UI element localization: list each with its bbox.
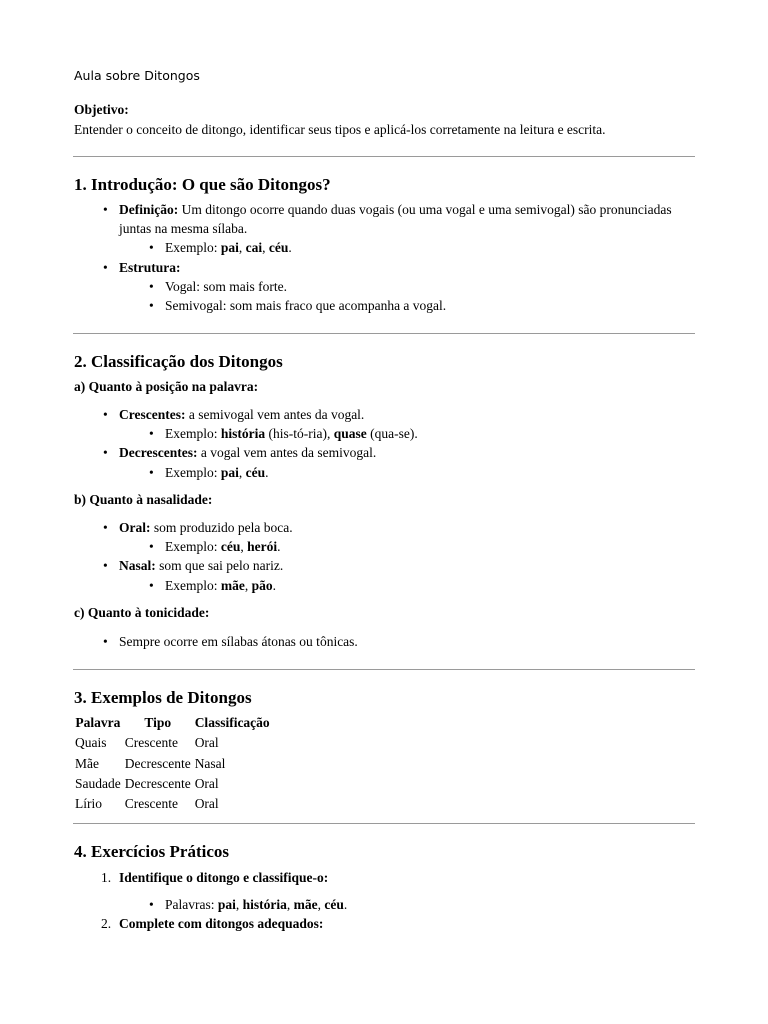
example-word: história xyxy=(220,426,266,442)
list-item-tonicidade xyxy=(74,632,694,651)
example-word: pai xyxy=(217,897,236,913)
document-title: Aula sobre Ditongos xyxy=(74,68,200,83)
example-word: mãe xyxy=(220,577,245,593)
list-number: 2. xyxy=(101,916,112,932)
divider xyxy=(73,333,695,334)
term-label: Estrutura: xyxy=(119,259,181,275)
example-prefix: Exemplo: xyxy=(165,426,221,442)
example-prefix: Palavras: xyxy=(165,897,218,913)
column-header: Classificação xyxy=(194,715,270,730)
divider xyxy=(73,156,695,157)
objective-label: Objetivo: xyxy=(74,102,129,117)
objective-block xyxy=(74,100,704,140)
exercise-text: Identifique o ditongo e classifique-o: xyxy=(119,870,329,885)
bullet-icon: • xyxy=(149,278,154,294)
example-word: pai xyxy=(220,464,239,480)
term-text: som produzido pela boca. xyxy=(150,520,293,535)
table-cell: Nasal xyxy=(194,755,226,771)
list-item-estrutura xyxy=(74,258,694,277)
exercicios-list xyxy=(74,868,694,934)
example-word: céu xyxy=(220,539,241,555)
example-word: céu xyxy=(245,464,266,480)
list-item-oral xyxy=(74,518,694,537)
bullet-icon: • xyxy=(103,558,108,574)
example-word: quase xyxy=(333,426,367,442)
bullet-icon: • xyxy=(103,202,108,217)
list-subitem-exemplo: • Exemplo: pai, céu. xyxy=(74,463,694,482)
nasalidade-list xyxy=(74,518,694,595)
term-label: Nasal: xyxy=(119,558,156,574)
subsection-heading-posicao: a) Quanto à posição na palavra: xyxy=(74,379,259,394)
term-text: som que sai pelo nariz. xyxy=(155,558,284,574)
table-cell: Oral xyxy=(194,796,219,812)
list-subitem-semivogal xyxy=(74,296,694,315)
term-label: Decrescentes: xyxy=(119,445,198,461)
bullet-icon: • xyxy=(149,464,154,480)
bullet-icon: • xyxy=(149,897,154,913)
section-heading-exercicios: 4. Exercícios Práticos xyxy=(74,842,230,861)
example-word: cai xyxy=(245,240,263,256)
list-subitem-exemplo: • Exemplo: céu, herói. xyxy=(74,537,694,556)
table-cell: Crescente xyxy=(124,735,178,751)
example-prefix: Exemplo: xyxy=(165,240,221,256)
examples-table xyxy=(73,713,272,814)
list-item-nasal xyxy=(74,556,694,575)
term-text: a semivogal vem antes da vogal. xyxy=(185,407,365,422)
table-cell: Quais xyxy=(75,735,107,751)
term-text: Um ditongo ocorre quando duas vogais (ou uma vogal e uma semivogal) são pronunciadas juntas na mesma sílaba. xyxy=(119,202,672,237)
bullet-icon: • xyxy=(149,539,154,555)
table-cell: Decrescente xyxy=(124,755,191,771)
exercise-item-2 xyxy=(74,914,694,933)
table-cell: Oral xyxy=(194,775,219,791)
bullet-icon: • xyxy=(149,426,154,442)
term-label: Oral: xyxy=(119,520,151,535)
example-word: pão xyxy=(251,577,273,593)
bullet-icon: • xyxy=(149,298,154,314)
column-header: Tipo xyxy=(144,715,172,730)
list-subitem-exemplo xyxy=(74,424,694,443)
example-word: céu xyxy=(324,897,344,913)
subitem-text: Semivogal: som mais fraco que acompanha a vogal. xyxy=(165,298,447,314)
divider xyxy=(73,823,695,824)
list-item-decrescentes xyxy=(74,443,694,462)
term-label: Definição: xyxy=(119,202,179,217)
example-note: (qua-se). xyxy=(366,426,418,442)
bullet-icon: • xyxy=(103,634,108,649)
table-cell: Mãe xyxy=(75,755,99,771)
list-subitem-exemplo: • Exemplo: mãe, pão. xyxy=(74,576,694,595)
example-prefix: Exemplo: xyxy=(165,577,221,593)
table-row xyxy=(73,733,272,753)
table-cell: Lírio xyxy=(75,796,102,812)
list-item-crescentes xyxy=(74,405,694,424)
table-row xyxy=(73,754,272,774)
objective-text: Entender o conceito de ditongo, identificar seus tipos e aplicá-los corretamente na leitura e escrita. xyxy=(74,122,606,137)
section-heading-introducao: 1. Introdução: O que são Ditongos? xyxy=(74,175,331,194)
exercise-text: Complete com ditongos adequados: xyxy=(119,916,324,932)
exercise-item-1 xyxy=(74,868,694,887)
item-text: Sempre ocorre em sílabas átonas ou tônicas. xyxy=(119,634,358,649)
example-note: (his-tó-ria), xyxy=(265,426,334,442)
posicao-list xyxy=(74,405,694,482)
bullet-icon: • xyxy=(103,407,108,422)
bullet-icon: • xyxy=(149,577,154,593)
list-item-definicao xyxy=(74,200,694,238)
section-heading-classificacao: 2. Classificação dos Ditongos xyxy=(74,352,283,371)
table-header-row xyxy=(73,713,272,733)
tonicidade-list xyxy=(74,632,694,651)
table-cell: Oral xyxy=(194,735,219,751)
list-subitem-vogal xyxy=(74,277,694,296)
column-header: Palavra xyxy=(75,715,121,730)
example-word: história xyxy=(242,897,287,913)
table-cell: Saudade xyxy=(75,775,121,791)
bullet-icon: • xyxy=(103,445,108,461)
subsection-heading-nasalidade: b) Quanto à nasalidade: xyxy=(74,492,213,507)
list-subitem-exemplo: • Exemplo: pai, cai, céu. xyxy=(74,238,694,257)
table-cell: Decrescente xyxy=(124,775,191,791)
subsection-heading-tonicidade: c) Quanto à tonicidade: xyxy=(74,605,210,620)
table-cell: Crescente xyxy=(124,796,178,812)
bullet-icon: • xyxy=(149,240,154,256)
section-heading-exemplos: 3. Exemplos de Ditongos xyxy=(74,688,252,707)
bullet-icon: • xyxy=(103,259,108,275)
divider xyxy=(73,669,695,670)
table-row xyxy=(73,774,272,794)
table-row xyxy=(73,794,272,814)
list-number: 1. xyxy=(101,870,112,885)
example-prefix: Exemplo: xyxy=(165,539,221,555)
term-label: Crescentes: xyxy=(119,407,186,422)
bullet-icon: • xyxy=(103,520,108,535)
example-word: céu xyxy=(268,240,289,256)
example-word: pai xyxy=(220,240,239,256)
example-word: mãe xyxy=(293,897,318,913)
subitem-text: Vogal: som mais forte. xyxy=(165,278,287,294)
example-prefix: Exemplo: xyxy=(165,464,221,480)
term-text: a vogal vem antes da semivogal. xyxy=(197,445,377,461)
intro-list xyxy=(74,200,694,315)
example-word: herói xyxy=(247,539,278,555)
list-subitem-palavras: • Palavras: pai, história, mãe, céu. xyxy=(74,895,694,914)
